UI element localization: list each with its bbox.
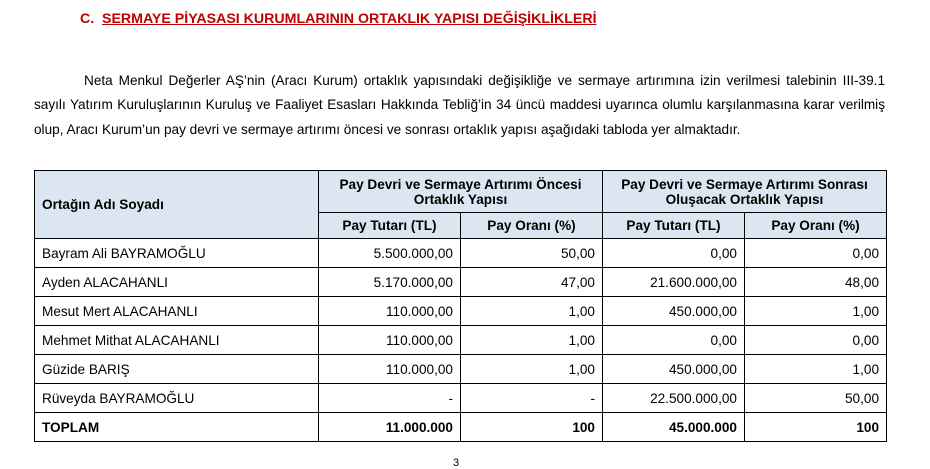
section-title: SERMAYE PİYASASI KURUMLARININ ORTAKLIK YAPISI DEĞİŞİKLİKLERİ [102,11,597,27]
table-row [35,268,887,297]
table-row [35,326,887,355]
partner-name: Güzide BARIŞ [35,355,319,384]
header-before-ratio: Pay Oranı (%) [461,213,603,239]
table-row [35,384,887,413]
total-before-amount: 11.000.000 [319,413,461,442]
before-amount: 5.170.000,00 [319,268,461,297]
page-number: 3 [453,457,460,469]
total-row [35,413,887,442]
header-after-ratio: Pay Oranı (%) [745,213,887,239]
after-amount: 22.500.000,00 [603,384,745,413]
intro-paragraph [34,69,885,142]
ownership-table [34,170,887,442]
before-ratio: - [461,384,603,413]
before-ratio: 47,00 [461,268,603,297]
partner-name: Mehmet Mithat ALACAHANLI [35,326,319,355]
before-ratio: 1,00 [461,297,603,326]
header-before-group: Pay Devri ve Sermaye Artırımı Öncesi Ortaklık Yapısı [319,171,603,213]
header-partner-name: Ortağın Adı Soyadı [35,171,319,239]
header-after-amount: Pay Tutarı (TL) [603,213,745,239]
after-amount: 450.000,00 [603,297,745,326]
before-ratio: 50,00 [461,239,603,268]
after-amount: 450.000,00 [603,355,745,384]
header-after-group: Pay Devri ve Sermaye Artırımı Sonrası Oluşacak Ortaklık Yapısı [603,171,887,213]
after-amount: 0,00 [603,239,745,268]
partner-name: Rüveyda BAYRAMOĞLU [35,384,319,413]
table-row [35,355,887,384]
after-ratio: 50,00 [745,384,887,413]
section-number: C. [80,11,95,27]
total-after-amount: 45.000.000 [603,413,745,442]
after-ratio: 0,00 [745,326,887,355]
intro-paragraph-text: Neta Menkul Değerler AŞ’nin (Aracı Kurum) ortaklık yapısındaki değişikliğe ve sermaye artırımına izin verilmesi talebinin III-39.1 sayılı Yatırım Kuruluşlarının Kuruluş ve Faaliyet Esasları Hakkında Tebliğ’in 34 üncü maddesi uyarınca olumlu karşılanmasına karar verilmiş olup, Aracı Kurum’un pay devri ve sermaye artırımı öncesi ve sonrası ortaklık yapısı aşağıdaki tabloda yer almaktadır. [34,73,885,137]
total-after-ratio: 100 [745,413,887,442]
section-heading [80,11,597,27]
after-ratio: 1,00 [745,297,887,326]
after-ratio: 1,00 [745,355,887,384]
header-before-amount: Pay Tutarı (TL) [319,213,461,239]
after-ratio: 48,00 [745,268,887,297]
before-amount: 110.000,00 [319,297,461,326]
table-header-row [35,171,887,213]
after-amount: 21.600.000,00 [603,268,745,297]
before-ratio: 1,00 [461,326,603,355]
after-ratio: 0,00 [745,239,887,268]
total-before-ratio: 100 [461,413,603,442]
after-amount: 0,00 [603,326,745,355]
partner-name: Bayram Ali BAYRAMOĞLU [35,239,319,268]
total-label: TOPLAM [35,413,319,442]
partner-name: Mesut Mert ALACAHANLI [35,297,319,326]
table-row [35,297,887,326]
before-amount: - [319,384,461,413]
partner-name: Ayden ALACAHANLI [35,268,319,297]
before-amount: 110.000,00 [319,355,461,384]
table-row [35,239,887,268]
before-amount: 5.500.000,00 [319,239,461,268]
before-ratio: 1,00 [461,355,603,384]
before-amount: 110.000,00 [319,326,461,355]
